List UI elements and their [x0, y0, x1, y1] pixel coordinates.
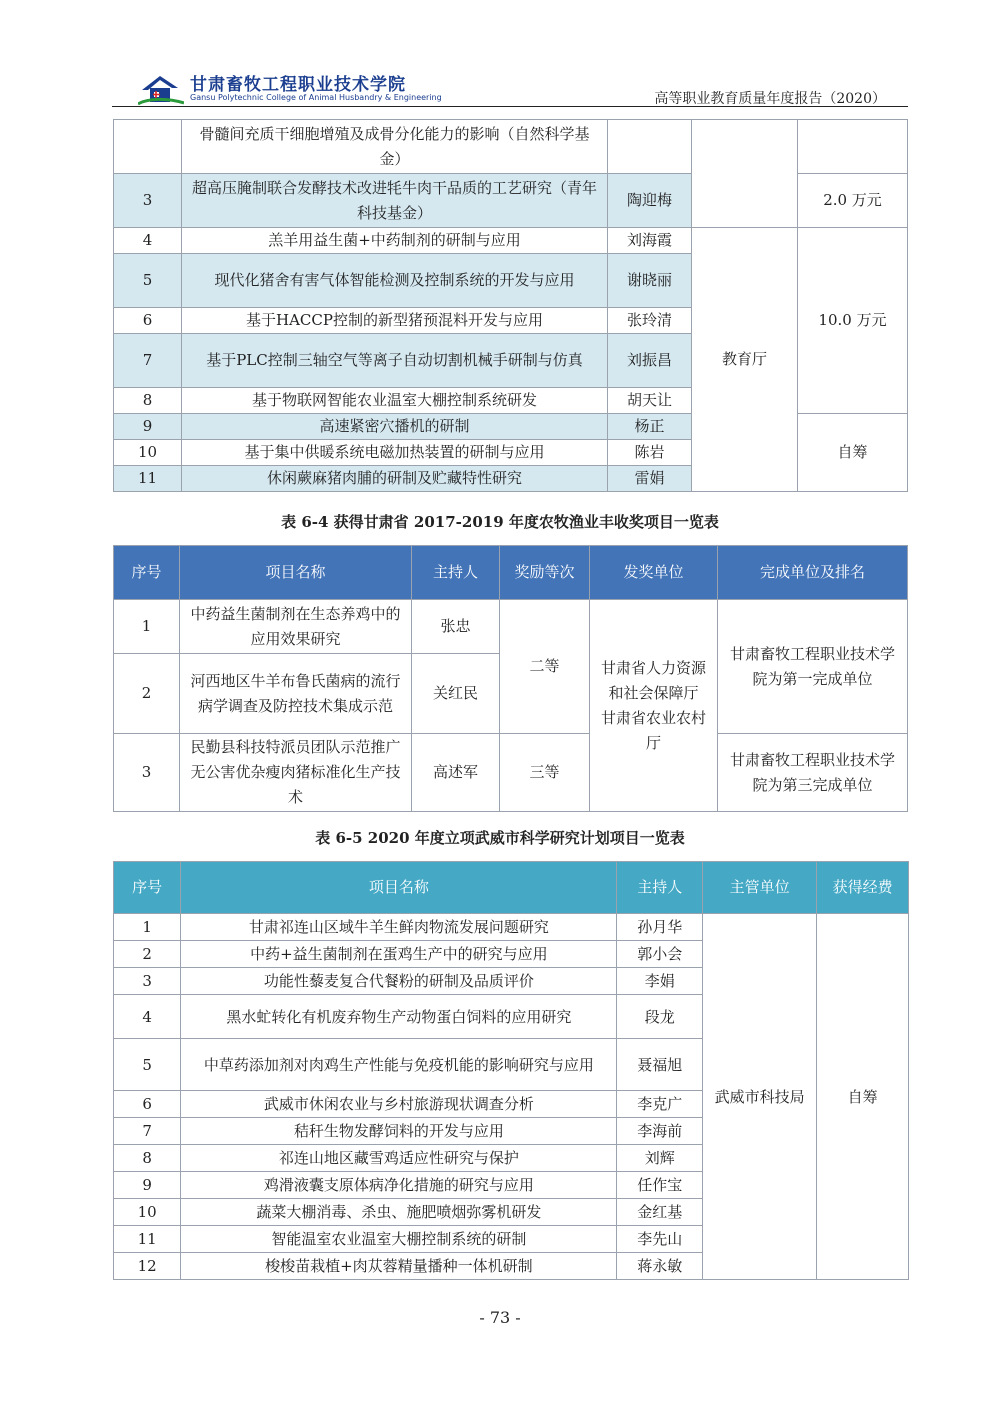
school-name-en: Gansu Polytechnic College of Animal Husbandry & Engineering — [190, 93, 442, 102]
row-number: 11 — [114, 1226, 181, 1253]
row-number: 3 — [114, 174, 182, 228]
project-name: 休闲蕨麻猪肉脯的研制及贮藏特性研究 — [182, 466, 608, 492]
issuer-name: 甘肃省人力资源和社会保障厅 — [600, 658, 706, 702]
project-name: 智能温室农业温室大棚控制系统的研制 — [181, 1226, 617, 1253]
project-name: 武威市休闲农业与乡村旅游现状调查分析 — [181, 1091, 617, 1118]
funding-cell: 2.0 万元 — [798, 174, 908, 228]
wuwei-research-table — [113, 861, 909, 1280]
project-name: 蔬菜大棚消毒、杀虫、施肥喷烟弥雾机研发 — [181, 1199, 617, 1226]
header-cell: 获得经费 — [817, 862, 909, 914]
school-name-cn: 甘肃畜牧工程职业技术学院 — [190, 75, 406, 95]
row-number: 5 — [114, 254, 182, 308]
dept-cell-empty — [692, 120, 798, 228]
host-name: 杨正 — [608, 414, 692, 440]
host-name: 聂福旭 — [617, 1039, 703, 1091]
table-header-row — [114, 862, 909, 914]
award-grade: 二等 — [500, 600, 590, 734]
host-name: 孙月华 — [617, 914, 703, 941]
row-number: 3 — [114, 734, 180, 812]
row-number: 8 — [114, 388, 182, 414]
project-name: 河西地区牛羊布鲁氏菌病的流行病学调查及防控技术集成示范 — [180, 654, 412, 734]
header-cell: 项目名称 — [180, 546, 412, 600]
project-name: 高速紧密穴播机的研制 — [182, 414, 608, 440]
project-name: 中药益生菌制剂在生态养鸡中的应用效果研究 — [180, 600, 412, 654]
issuer-cell — [590, 600, 718, 812]
table-row — [114, 914, 909, 941]
host-name: 李先山 — [617, 1226, 703, 1253]
header-cell: 序号 — [114, 862, 181, 914]
project-name: 甘肃祁连山区域牛羊生鲜肉物流发展问题研究 — [181, 914, 617, 941]
funding-cell: 自筹 — [798, 414, 908, 492]
table-header-row — [114, 546, 908, 600]
project-name: 羔羊用益生菌+中药制剂的研制与应用 — [182, 228, 608, 254]
project-name: 基于PLC控制三轴空气等离子自动切割机械手研制与仿真 — [182, 334, 608, 388]
header-cell: 主管单位 — [703, 862, 817, 914]
host-name: 李海前 — [617, 1118, 703, 1145]
header-divider — [112, 106, 908, 107]
host-name: 张忠 — [412, 600, 500, 654]
host-name: 李娟 — [617, 968, 703, 995]
header-cell: 主持人 — [617, 862, 703, 914]
table-row — [114, 734, 908, 812]
header-cell: 序号 — [114, 546, 180, 600]
row-number: 4 — [114, 228, 182, 254]
project-name: 秸秆生物发酵饲料的开发与应用 — [181, 1118, 617, 1145]
harvest-award-table — [113, 545, 908, 812]
row-number: 11 — [114, 466, 182, 492]
completion-unit: 甘肃畜牧工程职业技术学院为第三完成单位 — [718, 734, 908, 812]
row-number: 3 — [114, 968, 181, 995]
row-number: 5 — [114, 1039, 181, 1091]
host-name: 高述军 — [412, 734, 500, 812]
host-name: 任作宝 — [617, 1172, 703, 1199]
row-number: 1 — [114, 600, 180, 654]
host-name: 关红民 — [412, 654, 500, 734]
row-number: 6 — [114, 308, 182, 334]
table-caption: 表 6-5 2020 年度立项武威市科学研究计划项目一览表 — [315, 829, 685, 847]
row-number: 4 — [114, 995, 181, 1039]
project-name: 民勤县科技特派员团队示范推广无公害优杂瘦肉猪标准化生产技术 — [180, 734, 412, 812]
report-title: 高等职业教育质量年度报告（2020） — [654, 91, 886, 107]
host-name: 陶迎梅 — [608, 174, 692, 228]
project-name: 中药+益生菌制剂在蛋鸡生产中的研究与应用 — [181, 941, 617, 968]
award-grade: 三等 — [500, 734, 590, 812]
issuer-name: 甘肃省农业农村厅 — [600, 708, 706, 752]
funding-cell: 自筹 — [817, 914, 909, 1280]
host-name: 谢晓丽 — [608, 254, 692, 308]
host-name: 郭小会 — [617, 941, 703, 968]
host-name: 金红基 — [617, 1199, 703, 1226]
host-name: 刘振昌 — [608, 334, 692, 388]
host-name: 胡天让 — [608, 388, 692, 414]
project-name: 鸡滑液囊支原体病净化措施的研究与应用 — [181, 1172, 617, 1199]
dept-cell: 教育厅 — [692, 228, 798, 492]
project-name: 梭梭苗栽植+肉苁蓉精量播种一体机研制 — [181, 1253, 617, 1280]
host-name: 蒋永敏 — [617, 1253, 703, 1280]
college-logo-icon — [138, 70, 184, 108]
row-number: 7 — [114, 334, 182, 388]
row-number: 8 — [114, 1145, 181, 1172]
row-number: 10 — [114, 440, 182, 466]
project-name: 中草药添加剂对肉鸡生产性能与免疫机能的影响研究与应用 — [181, 1039, 617, 1091]
row-number: 9 — [114, 1172, 181, 1199]
project-name: 超高压腌制联合发酵技术改进牦牛肉干品质的工艺研究（青年科技基金） — [182, 174, 608, 228]
page-header — [112, 66, 908, 110]
dept-cell: 武威市科技局 — [703, 914, 817, 1280]
project-name: 功能性藜麦复合代餐粉的研制及品质评价 — [181, 968, 617, 995]
project-name: 基于集中供暖系统电磁加热装置的研制与应用 — [182, 440, 608, 466]
funding-cell-empty — [798, 120, 908, 174]
project-name: 祁连山地区藏雪鸡适应性研究与保护 — [181, 1145, 617, 1172]
row-number: 2 — [114, 941, 181, 968]
table-row — [114, 600, 908, 654]
project-name: 现代化猪舍有害气体智能检测及控制系统的开发与应用 — [182, 254, 608, 308]
funding-cell: 10.0 万元 — [798, 228, 908, 414]
table-row — [114, 120, 908, 174]
host-name — [608, 120, 692, 174]
host-name: 李克广 — [617, 1091, 703, 1118]
project-name: 黑水虻转化有机废弃物生产动物蛋白饲料的应用研究 — [181, 995, 617, 1039]
host-name: 张玲清 — [608, 308, 692, 334]
project-name: 骨髓间充质干细胞增殖及成骨分化能力的影响（自然科学基金） — [182, 120, 608, 174]
row-number: 7 — [114, 1118, 181, 1145]
row-number: 1 — [114, 914, 181, 941]
header-cell: 发奖单位 — [590, 546, 718, 600]
completion-unit: 甘肃畜牧工程职业技术学院为第一完成单位 — [718, 600, 908, 734]
header-cell: 奖励等次 — [500, 546, 590, 600]
page-number: - 73 - — [479, 1308, 521, 1327]
header-cell: 主持人 — [412, 546, 500, 600]
table-row — [114, 228, 908, 254]
table-caption: 表 6-4 获得甘肃省 2017-2019 年度农牧渔业丰收奖项目一览表 — [281, 513, 719, 531]
project-name: 基于HACCP控制的新型猪预混料开发与应用 — [182, 308, 608, 334]
host-name: 刘海霞 — [608, 228, 692, 254]
host-name: 雷娟 — [608, 466, 692, 492]
row-number: 10 — [114, 1199, 181, 1226]
host-name: 段龙 — [617, 995, 703, 1039]
host-name: 刘辉 — [617, 1145, 703, 1172]
row-number: 2 — [114, 654, 180, 734]
row-number: 12 — [114, 1253, 181, 1280]
host-name: 陈岩 — [608, 440, 692, 466]
row-number: 6 — [114, 1091, 181, 1118]
row-number — [114, 120, 182, 174]
header-cell: 完成单位及排名 — [718, 546, 908, 600]
row-number: 9 — [114, 414, 182, 440]
header-cell: 项目名称 — [181, 862, 617, 914]
provincial-projects-table-continued — [113, 119, 908, 492]
project-name: 基于物联网智能农业温室大棚控制系统研发 — [182, 388, 608, 414]
